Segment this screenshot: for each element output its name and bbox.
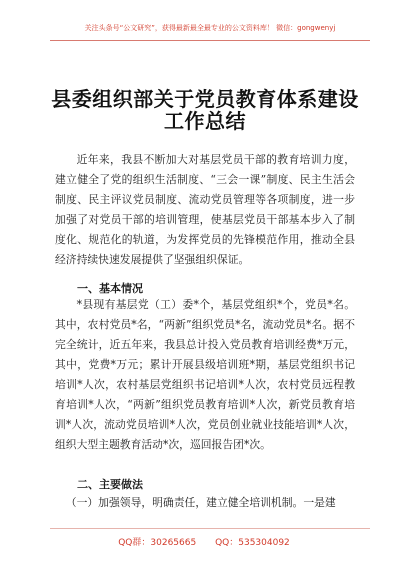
footer-contact [0,535,408,548]
footer-qq: QQ：535304092 [215,538,290,548]
document-title-line-1: 县委组织部关于党员教育体系建设 [51,87,359,111]
document-title-line-2: 工作总结 [164,109,246,133]
header-notice: 关注头条号“公文研究”，获得最新最全最专业的公文资料库！ 微信：gongwenyj [84,24,336,32]
section-1-paragraph: *县现有基层党（工）委*个，基层党组织*个，党员*名。其中，农村党员*名，“两新”组织党员*名，流动党员*名。据不完全统计，近五年来，我县总计投入党员教育培训经费*万元，其中，党费*万元；累计开展县级培训班*期，基层党组织书记培训*人次，农村基层党组织书记培训*人次，农村党员远程教育培训*人次，“两新”组织党员教育培训*人次，新党员教育培训*人次，流动党员培训*人次，党员创业就业技能培训*人次，组织大型主题教育活动*次，巡回报告团*次。 [55,298,355,451]
section-2-heading: 二、主要做法 [77,478,143,491]
footer-divider [50,528,370,529]
section-1-heading: 一、基本情况 [77,282,143,295]
footer-qq-group: QQ群：30265665 [118,538,197,548]
section-2-first-line: （一）加强领导，明确责任，建立健全培训机制。一是建 [65,496,336,509]
header-divider [50,40,370,41]
intro-paragraph: 近年来，我县不断加大对基层党员干部的教育培训力度，建立健全了党的组织生活制度、“三会一课”制度、民主生活会制度、民主评议党员制度、流动党员管理等各项制度，进一步加强了对党员干部的培训管理，使基层党员干部基本步入了制度化、规范化的轨道，为发挥党员的先锋模范作用，推动全县经济持续快速发展提供了坚强组织保证。 [55,153,355,266]
